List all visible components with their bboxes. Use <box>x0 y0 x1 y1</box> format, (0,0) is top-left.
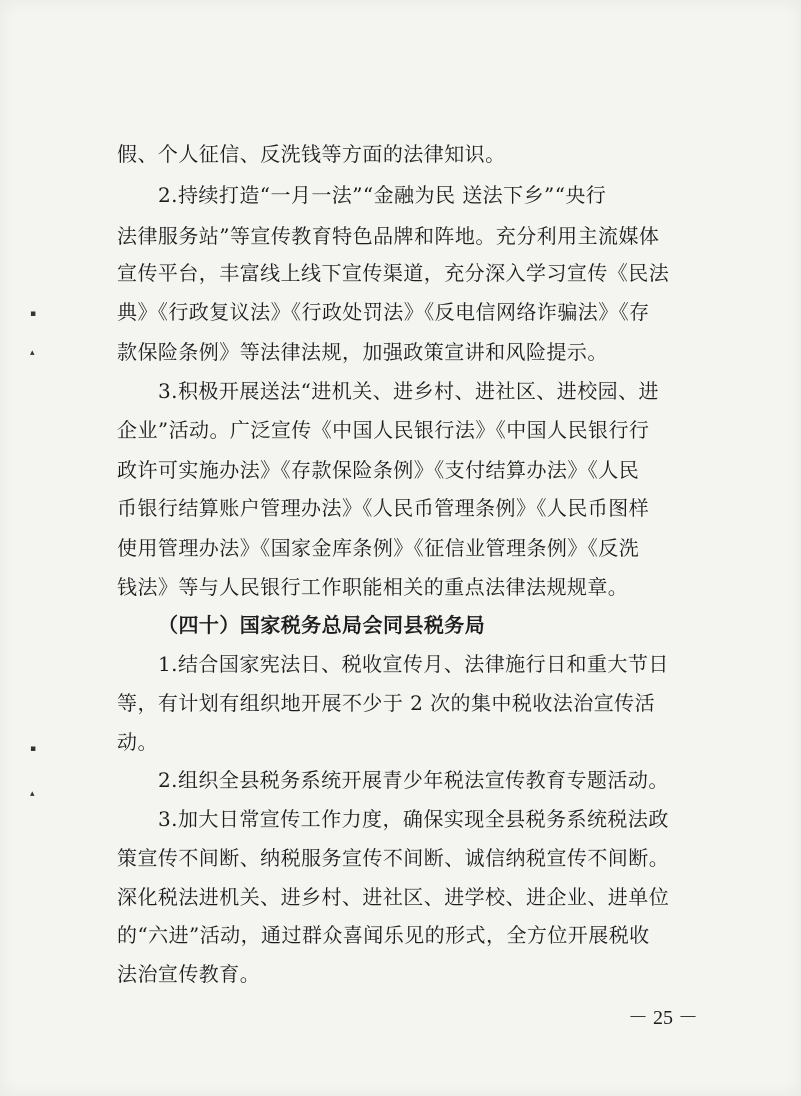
section-heading: （四十）国家税务总局会同县税务局 <box>158 613 486 637</box>
text-line: 2.组织全县税务系统开展青少年税法宣传教育专题活动。 <box>158 768 669 792</box>
text-line: 典》《行政复议法》《行政处罚法》《反电信网络诈骗法》《存 <box>117 300 650 324</box>
text-line: 法律服务站”等宣传教育特色品牌和阵地。充分利用主流媒体 <box>117 224 660 248</box>
text-line: 深化税法进机关、进乡村、进社区、进学校、进企业、进单位 <box>117 885 670 909</box>
binding-mark-icon: ▴ <box>30 789 35 799</box>
binding-mark-icon: ▴ <box>30 348 35 358</box>
text-line: 钱法》等与人民银行工作职能相关的重点法律法规规章。 <box>117 575 629 599</box>
text-line: 款保险条例》等法律法规，加强政策宣讲和风险提示。 <box>117 340 608 364</box>
text-line: 使用管理办法》《国家金库条例》《征信业管理条例》《反洗 <box>117 536 640 560</box>
text-line: 3.积极开展送法“进机关、进乡村、进社区、进校园、进 <box>158 379 660 403</box>
text-line: 的“六进”活动，通过群众喜闻乐见的形式，全方位开展税收 <box>117 923 650 947</box>
text-line: 1.结合国家宪法日、税收宣传月、法律施行日和重大节日 <box>158 652 669 676</box>
binding-mark-icon: ▪ <box>30 744 37 754</box>
binding-mark-icon: ▪ <box>30 309 37 319</box>
text-line: 策宣传不间断、纳税服务宣传不间断、诚信纳税宣传不间断。 <box>117 846 670 870</box>
text-line: 动。 <box>117 730 158 754</box>
text-line: 假、个人征信、反洗钱等方面的法律知识。 <box>117 142 506 166</box>
text-line: 政许可实施办法》《存款保险条例》《支付结算办法》《人民 <box>117 458 640 482</box>
text-line: 企业”活动。广泛宣传《中国人民银行法》《中国人民银行行 <box>117 418 650 442</box>
text-line: 币银行结算账户管理办法》《人民币管理条例》《人民币图样 <box>117 496 650 520</box>
page-number: － 25 － <box>628 1007 698 1029</box>
text-line: 宣传平台，丰富线上线下宣传渠道，充分深入学习宣传《民法 <box>117 261 670 285</box>
text-line: 等，有计划有组织地开展不少于 2 次的集中税收法治宣传活 <box>117 691 656 715</box>
text-line: 3.加大日常宣传工作力度，确保实现全县税务系统税法政 <box>158 807 669 831</box>
text-line: 法治宣传教育。 <box>117 962 261 986</box>
text-line: 2.持续打造“一月一法”“金融为民 送法下乡”“央行 <box>158 183 607 207</box>
